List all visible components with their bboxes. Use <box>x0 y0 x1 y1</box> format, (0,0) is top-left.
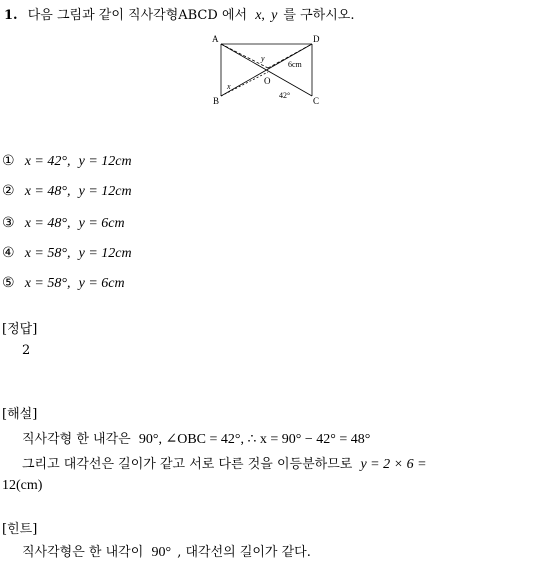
hint-line <box>22 541 311 561</box>
question-number: 1. <box>4 8 18 23</box>
choice-x-value: x = 58°, <box>24 246 71 261</box>
question-var-x: x <box>255 8 262 23</box>
explanation-line-1-text: 직사각형 한 내각은 <box>22 432 131 447</box>
choice-y-value: y = 6cm <box>78 216 125 231</box>
explanation-line-2 <box>22 453 427 473</box>
explanation-heading: [해설] <box>2 407 38 422</box>
label-x: x <box>227 82 231 91</box>
explanation-line-3: 12(cm) <box>2 478 43 493</box>
choice-marker: ③ <box>2 215 15 231</box>
label-6cm: 6cm <box>288 60 302 69</box>
choice-4[interactable] <box>2 245 132 262</box>
question-var-y: y <box>271 8 278 23</box>
question-comma: , <box>261 8 265 23</box>
choice-y-value: y = 12cm <box>78 184 132 199</box>
answer-heading: [정답] <box>2 322 38 337</box>
explanation-line-1-math: 90°, ∠OBC = 42°, ∴ x = 90° − 42° = 48° <box>138 432 371 447</box>
choice-3[interactable] <box>2 215 125 232</box>
choice-marker: ⑤ <box>2 275 15 291</box>
label-y: y <box>261 54 265 63</box>
hint-text-before: 직사각형은 한 내각이 <box>22 545 144 560</box>
hint-heading: [힌트] <box>2 522 38 537</box>
explanation-line-1 <box>22 428 370 448</box>
choice-y-value: y = 6cm <box>78 276 125 291</box>
label-b: B <box>213 96 220 106</box>
label-o: O <box>264 76 271 86</box>
question-text-before: 다음 그림과 같이 직사각형ABCD 에서 <box>27 8 248 23</box>
choice-y-value: y = 12cm <box>78 246 132 261</box>
choice-x-value: x = 48°, <box>24 216 71 231</box>
label-c: C <box>313 96 320 106</box>
question-text-after: 를 구하시오. <box>283 8 355 23</box>
rectangle-figure <box>208 30 328 110</box>
choice-marker: ② <box>2 183 15 199</box>
explanation-line-2-math: y = 2 × 6 = <box>360 457 427 472</box>
choice-x-value: x = 48°, <box>24 184 71 199</box>
choice-x-value: x = 42°, <box>24 154 71 169</box>
choice-x-value: x = 58°, <box>24 276 71 291</box>
choice-2[interactable] <box>2 183 132 200</box>
hint-text-after: , 대각선의 길이가 같다. <box>177 545 311 560</box>
choice-marker: ① <box>2 153 15 169</box>
label-42-degrees: 42° <box>279 91 291 100</box>
hint-math: 90° <box>151 545 172 560</box>
answer-value: 2 <box>22 343 31 358</box>
label-d: D <box>313 34 320 44</box>
choice-1[interactable] <box>2 153 132 170</box>
choice-marker: ④ <box>2 245 15 261</box>
explanation-line-2-text: 그리고 대각선은 길이가 같고 서로 다른 것을 이등분하므로 <box>22 457 353 472</box>
choice-5[interactable] <box>2 275 125 292</box>
label-a: A <box>212 34 219 44</box>
choice-y-value: y = 12cm <box>78 154 132 169</box>
question-line <box>4 4 354 24</box>
